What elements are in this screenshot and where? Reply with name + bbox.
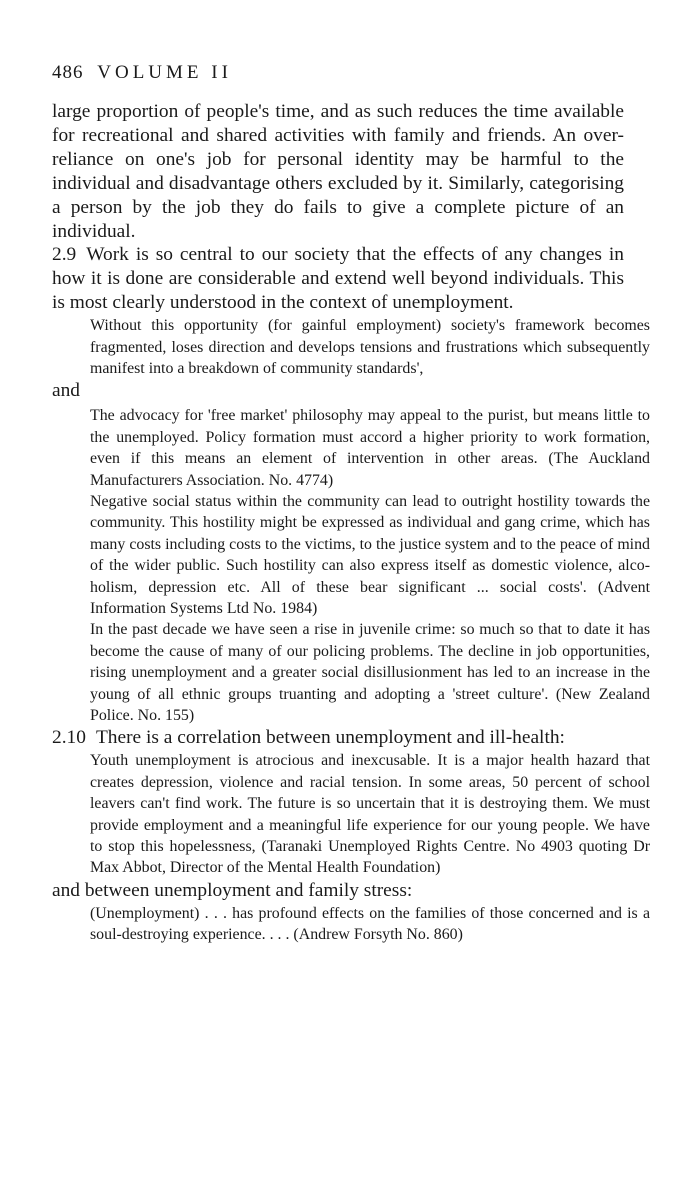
page-body bbox=[52, 100, 650, 946]
block-quote-5: Youth unemployment is atrocious and inexcusable. It is a major health hazard that creates depression, violence and racial tension. In some areas, 50 percent of school leavers can't find work. The future is so uncertain that it is destroying them. We must provide employment and a meaningful life experience for our young people. We have to stop this hopelessness, (Taranaki Unemployed Rights Centre. No 4903 quoting Dr Max Abbot, Director of the Mental Health Foundation) bbox=[90, 752, 650, 877]
running-head bbox=[52, 62, 232, 84]
section-text: There is a correlation between unemployment and ill-health: bbox=[95, 727, 565, 749]
volume-title: VOLUME II bbox=[97, 62, 232, 83]
section-2-9 bbox=[52, 243, 624, 315]
paragraph-continued: large proportion of people's time, and as such reduces the time available for recreational and shared activities with family and friends. An over-reliance on one's job for personal identity may be harmful to the individual and disadvantage others excluded by it. Similarly, categorising a person by the job they do fails to give a complete picture of an individual. bbox=[52, 101, 624, 242]
section-text: Work is so central to our society that the effects of any changes in how it is done are considerable and extend well beyond individuals. This is most clearly understood in the context of unemployment. bbox=[52, 244, 624, 314]
section-number: 2.10 bbox=[52, 727, 86, 749]
section-number: 2.9 bbox=[52, 244, 77, 266]
section-2-10 bbox=[52, 726, 624, 750]
conjunction-and: and bbox=[52, 380, 80, 402]
block-quote-1: Without this opportunity (for gainful employment) society's framework becomes fragmented, loses direction and develops tensions and frustrations which subsequently manifest into a breakdown of community standards', bbox=[90, 317, 650, 377]
block-quote-3: Negative social status within the community can lead to outright hostility towards the community. This hostility might be expressed as individual and gang crime, which has many costs including costs to the victims, to the justice system and to the peace of mind of the wider public. Such hostility can also express itself as domestic violence, alcoholism, depression etc. All of these bear significant ... social costs'. (Advent Information Systems Ltd No. 1984) bbox=[90, 493, 650, 618]
block-quote-4: In the past decade we have seen a rise in juvenile crime: so much so that to date it has become the cause of many of our policing problems. The decline in job opportunities, rising unemployment and a greater social disillusionment has led to an increase in the young of all ethnic groups truanting and adopting a 'street culture'. (New Zealand Police. No. 155) bbox=[90, 621, 650, 725]
conjunction-and-family: and between unemployment and family stress: bbox=[52, 879, 413, 901]
page-number: 486 bbox=[52, 62, 84, 83]
block-quote-2: The advocacy for 'free market' philosophy may appeal to the purist, but means little to the unemployed. Policy formation must accord a higher priority to work formation, even if this means an element of intervention in other areas. (The Auckland Manufacturers Association. No. 4774) bbox=[90, 407, 650, 489]
block-quote-6: (Unemployment) . . . has profound effects on the families of those concerned and is a soul-destroying experience. . . . (Andrew Forsyth No. 860) bbox=[90, 904, 650, 944]
